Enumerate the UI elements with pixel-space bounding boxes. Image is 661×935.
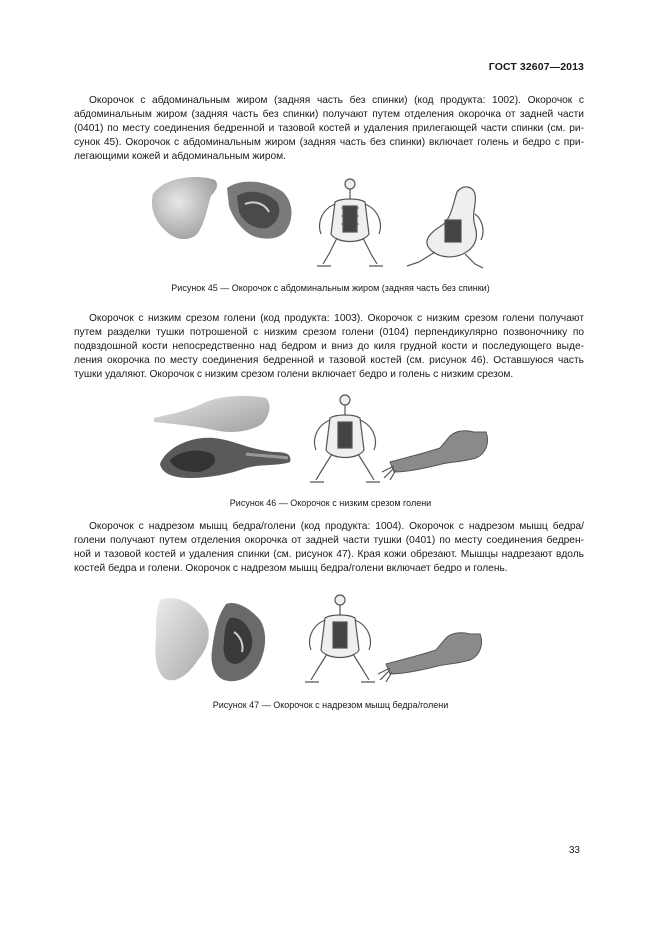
standard-header: ГОСТ 32607—2013 xyxy=(488,61,584,73)
thigh-meat-side-photo xyxy=(227,182,292,239)
figure-47-caption: Рисунок 47 — Окорочок с надрезом мышц бедра/голени xyxy=(212,700,449,710)
skeleton-front-view xyxy=(310,395,380,482)
paragraph-line: Окорочок с низким срезом голени (код продукта: 1003). Окорочок с низким срезом голени получают xyxy=(89,313,584,324)
leg-low-cut-skin-photo xyxy=(154,396,269,432)
figure-46-caption: Рисунок 46 — Окорочок с низким срезом голени xyxy=(229,498,432,508)
paragraph-line: сунок 45). Окорочок с абдоминальным жиром (задняя часть без спинки) включает голень и бедро с при- xyxy=(74,137,584,148)
paragraph-line: путем разделки тушки потрошеной с низким срезом голени (0104) перпендикулярно позвоночнику по xyxy=(74,327,584,338)
paragraph-line: ления окорочка по месту соединения бедренной и тазовой костей (см. рисунок 46). Оставшуюся часть xyxy=(74,355,584,366)
paragraph-2 xyxy=(74,312,584,382)
paragraph-line: (0401) по месту соединения бедренной и тазовой костей и удаления прилегающей части спинки (см. ри- xyxy=(74,123,584,134)
paragraph-line: Окорочок с абдоминальным жиром (задняя часть без спинки) (код продукта: 1002). Окорочок с xyxy=(89,95,584,106)
paragraph-3 xyxy=(74,520,584,576)
leg-cut-muscle-meat-photo xyxy=(212,603,266,681)
leg-low-cut-meat-photo xyxy=(160,438,290,478)
paragraph-line: подвздошной кости непосредственно над бедром и вниз до киля грудной кости и последующего выде- xyxy=(74,341,584,352)
page-number: 33 xyxy=(568,845,580,856)
thigh-skin-side-photo xyxy=(152,177,217,239)
paragraph-line: легающими кожей и абдоминальным жиром. xyxy=(74,151,286,162)
paragraph-1 xyxy=(74,94,584,164)
leg-cut-muscle-skin-photo xyxy=(155,598,208,680)
paragraph-line: ной и тазовой костей и удаления спинки (см. рисунок 47). Края кожи обрезают. Мышцы надрезают вдоль xyxy=(74,549,584,560)
paragraph-line: тушки удаляют. Окорочок с низким срезом голени включает бедро и голень с низким срезом. xyxy=(74,369,514,380)
paragraph-line: абдоминальным жиром (задняя часть без спинки) получают путем отделения окорочка от задней части xyxy=(74,109,584,120)
figure-45-illustration xyxy=(145,174,525,272)
figure-45-caption: Рисунок 45 — Окорочок с абдоминальным жиром (задняя часть без спинки) xyxy=(171,283,490,293)
skeleton-front-view xyxy=(317,179,383,266)
paragraph-line: Окорочок с надрезом мышц бедра/голени (код продукта: 1004). Окорочок с надрезом мышц бедра/ xyxy=(89,521,584,532)
leg-bone-side-view xyxy=(378,633,482,682)
figure-46-illustration xyxy=(150,392,500,488)
skeleton-front-view xyxy=(305,595,375,682)
leg-bone-side-view xyxy=(382,431,488,480)
figure-47-illustration xyxy=(150,592,495,690)
paragraph-line: костей бедра и голени. Окорочок с надрезом мышц бедра/голени включает бедро и голень. xyxy=(74,563,508,574)
skeleton-side-view xyxy=(407,187,483,268)
paragraph-line: голени получают путем отделения окорочка от задней части тушки (0401) по месту соединения бедрен- xyxy=(74,535,584,546)
